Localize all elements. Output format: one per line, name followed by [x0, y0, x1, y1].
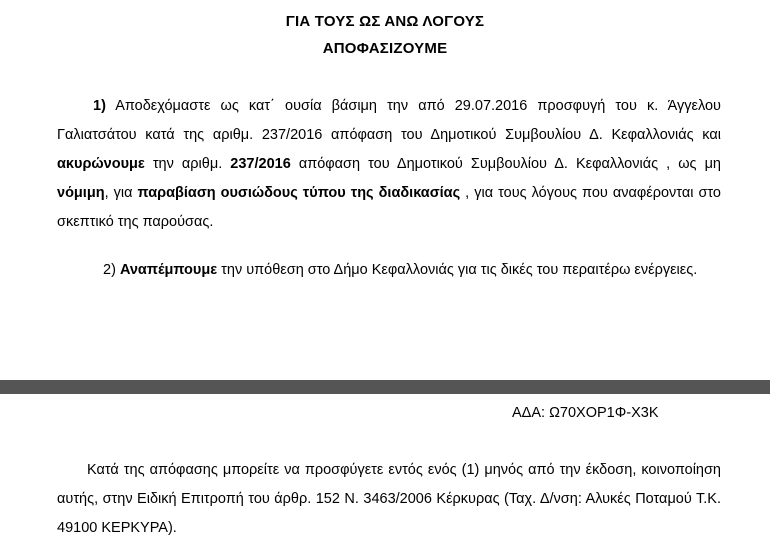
appeal-notice [57, 456, 721, 543]
item-1-bold-lawful: νόμιμη [57, 185, 105, 201]
decision-item-1 [57, 92, 721, 237]
heading-reasons: ΓΙΑ ΤΟΥΣ ΩΣ ΑΝΩ ΛΟΓΟΥΣ [285, 13, 485, 30]
item-1-text-e: , για τους λόγους που αναφέρονται στο σκεπτικό της παρούσας. [57, 185, 721, 230]
item-2-text: την υπόθεση στο Δήμο Κεφαλλονιάς για τις δικές του περαιτέρω ενέργειες. [217, 262, 698, 278]
item-2-number: 2) [103, 262, 116, 278]
item-1-text-b: την αριθμ. [144, 156, 231, 172]
item-1-bold-annul: ακυρώνουμε [57, 156, 145, 172]
item-1-bold-number: 237/2016 [230, 156, 291, 172]
heading-decide: ΑΠΟΦΑΣΙΖΟΥΜΕ [322, 40, 448, 57]
item-1-bold-violation: παραβίαση ουσιώδους τύπου της διαδικασίας [137, 185, 461, 201]
ada-code: ΑΔΑ: Ω70ΧΟΡ1Φ-Χ3Κ [512, 405, 659, 421]
item-1-text-d: , για [104, 185, 138, 201]
appeal-text: Κατά της απόφασης μπορείτε να προσφύγετε εντός ενός (1) μηνός από την έκδοση, κοινοποίηση αυτής, στην Ειδική Επιτροπή του άρθρ. 152 Ν. 3463/2006 Κέρκυρας (Ταχ. Δ/νση: Αλυκές Ποταμού Τ.Κ. 49100 ΚΕΡΚΥΡΑ). [57, 462, 721, 536]
item-1-text-a: Αποδεχόμαστε ως κατ΄ ουσία βάσιμη την από 29.07.2016 προσφυγή του κ. Άγγελου Γαλιατσάτου κατά της αριθμ. 237/2016 απόφαση του Δημοτικού Συμβουλίου Δ. Κεφαλλονιάς και [57, 98, 721, 143]
item-2-bold-remand: Αναπέμπουμε [119, 262, 218, 278]
item-1-number: 1) [93, 98, 106, 114]
item-1-text-c: απόφαση του Δημοτικού Συμβουλίου Δ. Κεφαλλονιάς , ως μη [290, 156, 721, 172]
page-separator [0, 380, 770, 394]
decision-item-2 [57, 256, 721, 285]
